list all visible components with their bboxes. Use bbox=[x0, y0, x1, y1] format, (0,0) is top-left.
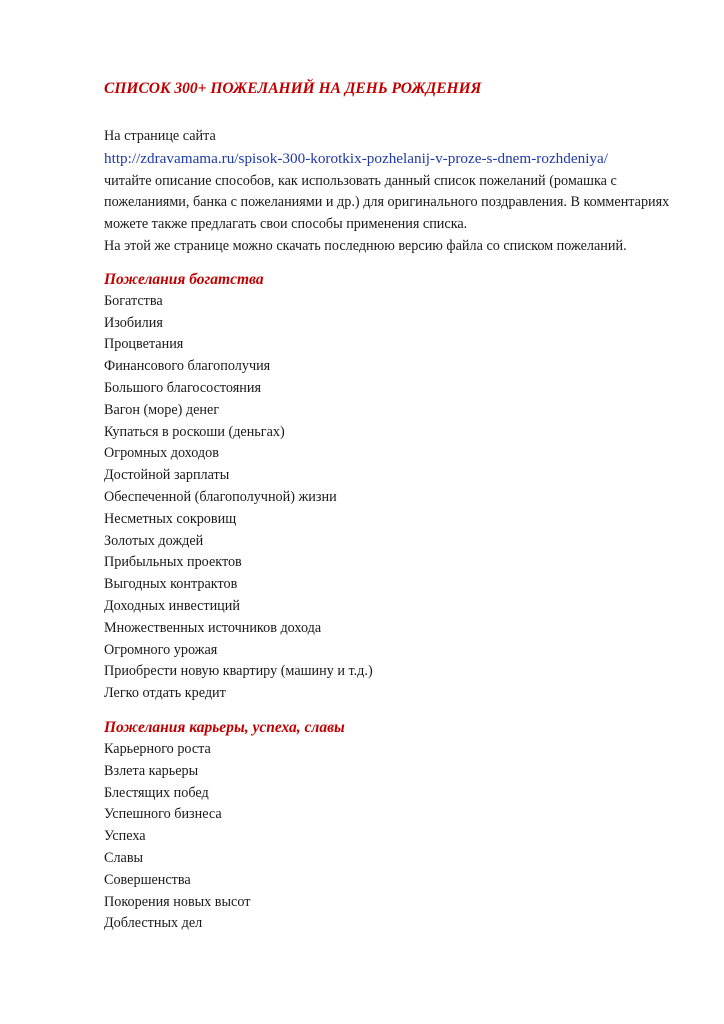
list-item: Совершенства bbox=[104, 871, 191, 888]
intro-description: читайте описание способов, как использовать данный список пожеланий (ромашка с пожеланиями, банка с пожеланиями и др.) для оригинального поздравления. В комментариях можете также предлагать свои способы применения списка. bbox=[104, 172, 670, 233]
intro-line: На странице сайта bbox=[104, 128, 216, 144]
list-item: Доходных инвестиций bbox=[104, 597, 240, 614]
list-item: Успешного бизнеса bbox=[104, 806, 222, 823]
list-item: Огромных доходов bbox=[104, 445, 219, 462]
list-item: Большого благосостояния bbox=[104, 379, 261, 396]
list-item: Блестящих побед bbox=[104, 784, 209, 801]
section-title-wealth: Пожелания богатства bbox=[104, 270, 264, 288]
document-page bbox=[104, 78, 684, 935]
intro-download-note: На этой же странице можно скачать последнюю версию файла со списком пожеланий. bbox=[104, 237, 627, 254]
list-item: Приобрести новую квартиру (машину и т.д.) bbox=[104, 663, 373, 680]
list-item: Достойной зарплаты bbox=[104, 467, 230, 484]
list-item: Множественных источников дохода bbox=[104, 619, 322, 636]
list-item: Славы bbox=[104, 849, 144, 866]
career-wish-list bbox=[104, 739, 684, 935]
list-item: Прибыльных проектов bbox=[104, 554, 242, 571]
list-item: Выгодных контрактов bbox=[104, 576, 238, 593]
section-title-career: Пожелания карьеры, успеха, славы bbox=[104, 718, 345, 736]
list-item: Успеха bbox=[104, 828, 146, 845]
document-title: СПИСОК 300+ ПОЖЕЛАНИЙ НА ДЕНЬ РОЖДЕНИЯ bbox=[104, 80, 482, 97]
list-item: Купаться в роскоши (деньгах) bbox=[104, 423, 285, 440]
list-item: Процветания bbox=[104, 336, 184, 353]
list-item: Легко отдать кредит bbox=[104, 685, 226, 702]
list-item: Покорения новых высот bbox=[104, 893, 251, 910]
list-item: Вагон (море) денег bbox=[104, 401, 220, 418]
list-item: Доблестных дел bbox=[104, 915, 203, 932]
list-item: Финансового благополучия bbox=[104, 358, 271, 375]
list-item: Карьерного роста bbox=[104, 740, 211, 757]
list-item: Обеспеченной (благополучной) жизни bbox=[104, 488, 337, 505]
list-item: Несметных сокровищ bbox=[104, 510, 237, 527]
list-item: Огромного урожая bbox=[104, 641, 218, 658]
wealth-wish-list bbox=[104, 291, 684, 705]
intro-block bbox=[104, 126, 684, 258]
list-item: Взлета карьеры bbox=[104, 762, 199, 779]
list-item: Изобилия bbox=[104, 314, 163, 331]
list-item: Золотых дождей bbox=[104, 532, 204, 549]
list-item: Богатства bbox=[104, 292, 163, 309]
site-link[interactable]: http://zdravamama.ru/spisok-300-korotkix-pozhelanij-v-proze-s-dnem-rozhdeniya/ bbox=[104, 149, 608, 167]
